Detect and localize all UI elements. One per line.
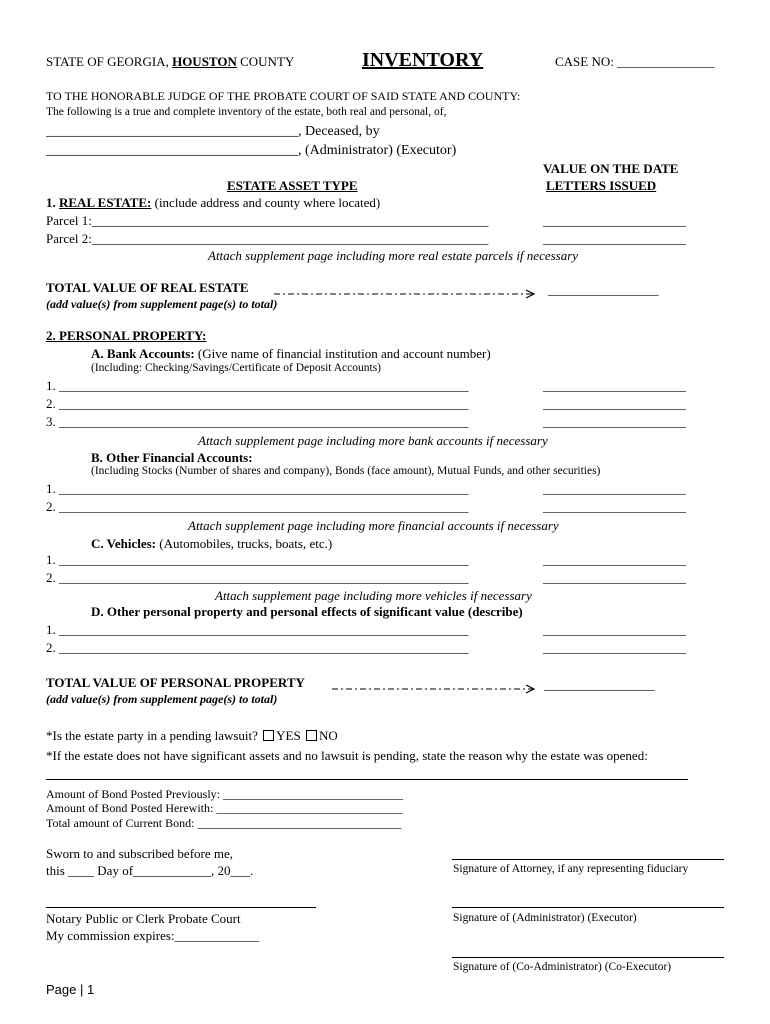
commission-expires-field[interactable]: My commission expires:_____________ — [46, 928, 260, 943]
co-administrator-signature-label: Signature of (Co-Administrator) (Co-Executor) — [453, 961, 672, 973]
vehicle-1[interactable]: 1. _______________________________________________________________ — [46, 552, 469, 567]
personal-property-total-label: TOTAL VALUE OF PERSONAL PROPERTY — [46, 675, 305, 690]
bond-previous-field[interactable]: Amount of Bond Posted Previously: ______________________________ — [46, 787, 404, 801]
case-number-field[interactable]: CASE NO: _______________ — [555, 54, 715, 69]
bank-supplement-note: Attach supplement page including more bank accounts if necessary — [198, 433, 548, 448]
yes-checkbox[interactable] — [263, 730, 274, 741]
other-property-1[interactable]: 1. _______________________________________________________________ — [46, 622, 469, 637]
asset-type-header: ESTATE ASSET TYPE — [227, 178, 358, 193]
no-label: NO — [318, 728, 338, 743]
vehicles-heading — [91, 537, 332, 550]
bank-account-1[interactable]: 1. _______________________________________________________________ — [46, 378, 469, 393]
vehicles-title: C. Vehicles: — [91, 536, 156, 551]
state-county-line — [46, 55, 294, 68]
administrator-name-field[interactable]: ____________________________________, (Administrator) (Executor) — [46, 143, 457, 158]
value-header-line1: VALUE ON THE DATE — [543, 161, 679, 176]
financial-account-2-value[interactable]: ______________________ — [543, 499, 686, 514]
bank-accounts-title: A. Bank Accounts: — [91, 346, 195, 361]
reason-prompt: *If the estate does not have significant assets and no lawsuit is pending, state the reason why the estate was opened: — [46, 748, 648, 763]
parcel-2-description[interactable]: Parcel 2:_____________________________________________________________ — [46, 231, 489, 246]
financial-supplement-note: Attach supplement page including more financial accounts if necessary — [188, 518, 559, 533]
vehicle-1-value[interactable]: ______________________ — [543, 552, 686, 567]
inventory-statement: The following is a true and complete inventory of the estate, both real and personal, of, — [46, 106, 447, 118]
real-estate-total-label: TOTAL VALUE OF REAL ESTATE — [46, 280, 249, 295]
vehicle-2-value[interactable]: ______________________ — [543, 570, 686, 585]
real-estate-instructions: (include address and county where located) — [151, 195, 381, 210]
administrator-signature-label: Signature of (Administrator) (Executor) — [453, 912, 637, 924]
section-number: 1. — [46, 195, 59, 210]
real-estate-total-value[interactable]: _________________ — [548, 282, 659, 297]
vehicle-2[interactable]: 2. _______________________________________________________________ — [46, 570, 469, 585]
state-label: STATE OF GEORGIA, — [46, 54, 173, 69]
attorney-signature-label: Signature of Attorney, if any representing fiduciary — [453, 863, 689, 875]
page-number: Page | 1 — [46, 982, 95, 997]
value-header-line2: LETTERS ISSUED — [546, 178, 657, 193]
administrator-signature-line[interactable] — [452, 907, 724, 908]
vehicles-instructions: (Automobiles, trucks, boats, etc.) — [156, 536, 333, 551]
bank-account-2[interactable]: 2. _______________________________________________________________ — [46, 396, 469, 411]
bank-account-2-value[interactable]: ______________________ — [543, 396, 686, 411]
parcel-1-description[interactable]: Parcel 1:_____________________________________________________________ — [46, 213, 489, 228]
bank-accounts-instructions: (Give name of financial institution and account number) — [194, 346, 491, 361]
other-property-heading: D. Other personal property and personal effects of significant value (describe) — [91, 604, 523, 619]
page-title: INVENTORY — [362, 49, 484, 71]
bank-account-1-value[interactable]: ______________________ — [543, 378, 686, 393]
financial-account-1[interactable]: 1. _______________________________________________________________ — [46, 481, 469, 496]
real-estate-supplement-note: Attach supplement page including more real estate parcels if necessary — [208, 248, 579, 263]
bank-accounts-sub: (Including: Checking/Savings/Certificate of Deposit Accounts) — [91, 362, 381, 374]
sworn-statement: Sworn to and subscribed before me, — [46, 846, 234, 861]
yes-label: YES — [276, 728, 301, 743]
personal-property-heading: 2. PERSONAL PROPERTY: — [46, 328, 207, 343]
other-property-2-value[interactable]: ______________________ — [543, 640, 686, 655]
bond-total-field[interactable]: Total amount of Current Bond: __________________________________ — [46, 816, 402, 830]
vehicles-supplement-note: Attach supplement page including more vehicles if necessary — [215, 588, 532, 603]
lawsuit-question-row — [46, 729, 338, 742]
notary-signature-line[interactable] — [46, 907, 316, 908]
sworn-date-field[interactable]: this ____ Day of____________, 20___. — [46, 863, 254, 878]
court-address: TO THE HONORABLE JUDGE OF THE PROBATE COURT OF SAID STATE AND COUNTY: — [46, 89, 521, 103]
bank-account-3-value[interactable]: ______________________ — [543, 414, 686, 429]
lawsuit-question: *Is the estate party in a pending lawsuit? — [46, 728, 258, 743]
personal-property-total-note: (add value(s) from supplement page(s) to total) — [46, 692, 278, 706]
attorney-signature-line[interactable] — [452, 859, 724, 860]
arrow-right-icon — [274, 289, 542, 299]
co-administrator-signature-line[interactable] — [452, 957, 724, 958]
notary-label: Notary Public or Clerk Probate Court — [46, 911, 241, 926]
financial-accounts-sub: (Including Stocks (Number of shares and company), Bonds (face amount), Mutual Funds, and other securities) — [91, 465, 601, 477]
deceased-name-field[interactable]: ____________________________________, Deceased, by — [46, 124, 380, 139]
financial-account-1-value[interactable]: ______________________ — [543, 481, 686, 496]
other-property-1-value[interactable]: ______________________ — [543, 622, 686, 637]
real-estate-heading — [46, 196, 380, 209]
parcel-2-value[interactable]: ______________________ — [543, 231, 686, 246]
reason-line[interactable] — [46, 779, 688, 780]
bank-accounts-heading — [91, 347, 491, 360]
financial-account-2[interactable]: 2. _______________________________________________________________ — [46, 499, 469, 514]
bond-herewith-field[interactable]: Amount of Bond Posted Herewith: _______________________________ — [46, 801, 403, 815]
other-property-2[interactable]: 2. _______________________________________________________________ — [46, 640, 469, 655]
real-estate-total-note: (add value(s) from supplement page(s) to total) — [46, 297, 278, 311]
county-label: COUNTY — [236, 54, 295, 69]
real-estate-title: REAL ESTATE: — [59, 195, 152, 210]
financial-accounts-heading: B. Other Financial Accounts: — [91, 450, 253, 465]
parcel-1-value[interactable]: ______________________ — [543, 213, 686, 228]
county-name: HOUSTON — [172, 54, 237, 69]
bank-account-3[interactable]: 3. _______________________________________________________________ — [46, 414, 469, 429]
no-checkbox[interactable] — [306, 730, 317, 741]
personal-property-total-value[interactable]: _________________ — [544, 677, 655, 692]
arrow-right-icon — [332, 684, 542, 694]
